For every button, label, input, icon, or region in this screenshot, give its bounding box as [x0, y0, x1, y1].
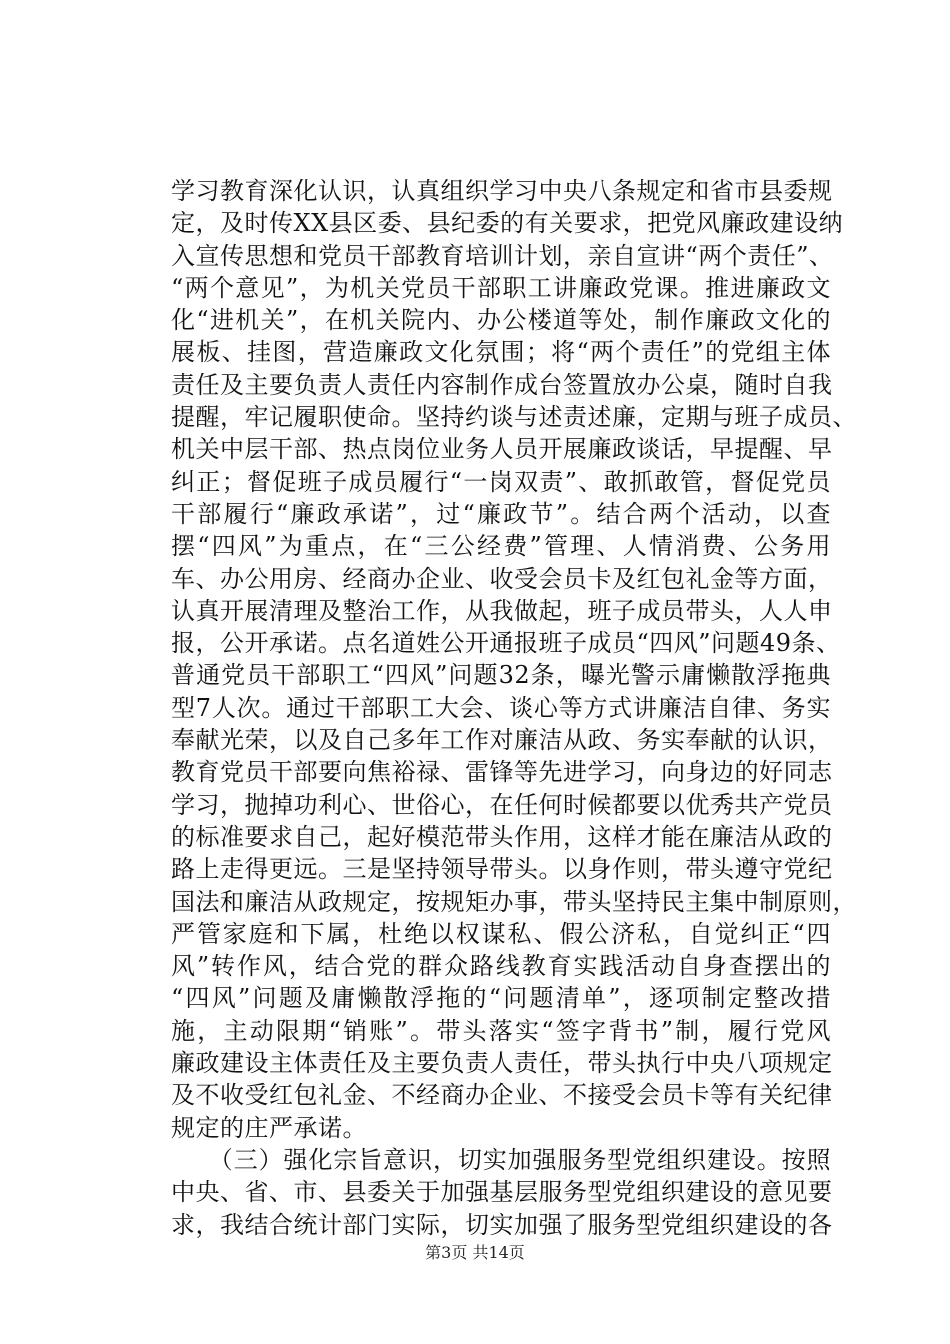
text-line: 路上走得更远。三是坚持领导带头。以身作则，带头遵守党纪	[171, 855, 833, 884]
text-line: 纠正；督促班子成员履行“一岗双责”、敢抓敢管，督促党员	[171, 467, 831, 496]
text-line: 干部履行“廉政承诺”，过“廉政节”。结合两个活动，以查	[171, 499, 831, 528]
body-text	[171, 175, 857, 1241]
text-line: 入宣传思想和党员干部教育培训计划，亲自宣讲“两个责任”、	[171, 241, 834, 270]
text-line: 型7人次。通过干部职工大会、谈心等方式讲廉洁自律、务实	[171, 693, 831, 722]
text-line: 摆“四风”为重点，在“三公经费”管理、人情消费、公务用	[171, 532, 831, 561]
text-line: 普通党员干部职工“四风”问题32条，曝光警示庸懒散浮拖典	[171, 661, 831, 690]
text-line: 教育党员干部要向焦裕禄、雷锋等先进学习，向身边的好同志	[171, 758, 833, 787]
text-line: 施，主动限期“销账”。带头落实“签字背书”制，履行党风	[171, 1016, 831, 1045]
text-line: 责任及主要负责人责任内容制作成台签置放办公桌，随时自我	[171, 370, 833, 399]
text-line: 学习教育深化认识，认真组织学习中央八条规定和省市县委规	[171, 177, 833, 205]
text-line: 的标准要求自己，起好模范带头作用，这样才能在廉洁从政的	[171, 822, 833, 851]
text-line: 报，公开承诺。点名道姓公开通报班子成员“四风”问题49条、	[171, 629, 841, 658]
text-line: 国法和廉洁从政规定，按规矩办事，带头坚持民主集中制原则，	[171, 887, 857, 916]
text-line: 定，及时传XX县区委、县纪委的有关要求，把党风廉政建设纳	[171, 209, 844, 238]
text-line: “两个意见”，为机关党员干部职工讲廉政党课。推进廉政文	[171, 273, 831, 302]
text-line: 风”转作风，结合党的群众路线教育实践活动自身查摆出的	[171, 952, 831, 981]
text-line: 奉献光荣，以及自己多年工作对廉洁从政、务实奉献的认识，	[171, 726, 833, 755]
text-line: 求，我结合统计部门实际，切实加强了服务型党组织建设的各	[171, 1210, 833, 1239]
text-line: 展板、挂图，营造廉政文化氛围；将“两个责任”的党组主体	[171, 338, 831, 367]
text-line: 提醒，牢记履职使命。坚持约谈与述责述廉，定期与班子成员、	[171, 403, 857, 432]
text-line: 廉政建设主体责任及主要负责人责任，带头执行中央八项规定	[171, 1049, 833, 1078]
text-line: 严管家庭和下属，杜绝以权谋私、假公济私，自觉纠正“四	[171, 919, 831, 948]
text-line: 学习，抛掉功利心、世俗心，在任何时候都要以优秀共产党员	[171, 790, 833, 819]
text-line: 化“进机关”，在机关院内、办公楼道等处，制作廉政文化的	[171, 306, 831, 335]
text-line: 认真开展清理及整治工作，从我做起，班子成员带头，人人申	[171, 596, 833, 625]
text-line: 中央、省、市、县委关于加强基层服务型党组织建设的意见要	[171, 1178, 833, 1207]
text-line: “四风”问题及庸懒散浮拖的“问题清单”，逐项制定整改措	[171, 984, 831, 1013]
page-footer	[0, 1243, 950, 1263]
text-line: 规定的庄严承诺。	[171, 1113, 367, 1142]
text-line: 车、办公用房、经商办企业、收受会员卡及红包礼金等方面，	[171, 564, 833, 593]
text-line: 及不收受红包礼金、不经商办企业、不接受会员卡等有关纪律	[171, 1081, 833, 1110]
text-line: （三）强化宗旨意识，切实加强服务型党组织建设。按照	[171, 1145, 831, 1174]
text-line: 机关中层干部、热点岗位业务人员开展廉政谈话，早提醒、早	[171, 435, 833, 464]
page-number-label: 第3页 共14页	[425, 1243, 525, 1262]
